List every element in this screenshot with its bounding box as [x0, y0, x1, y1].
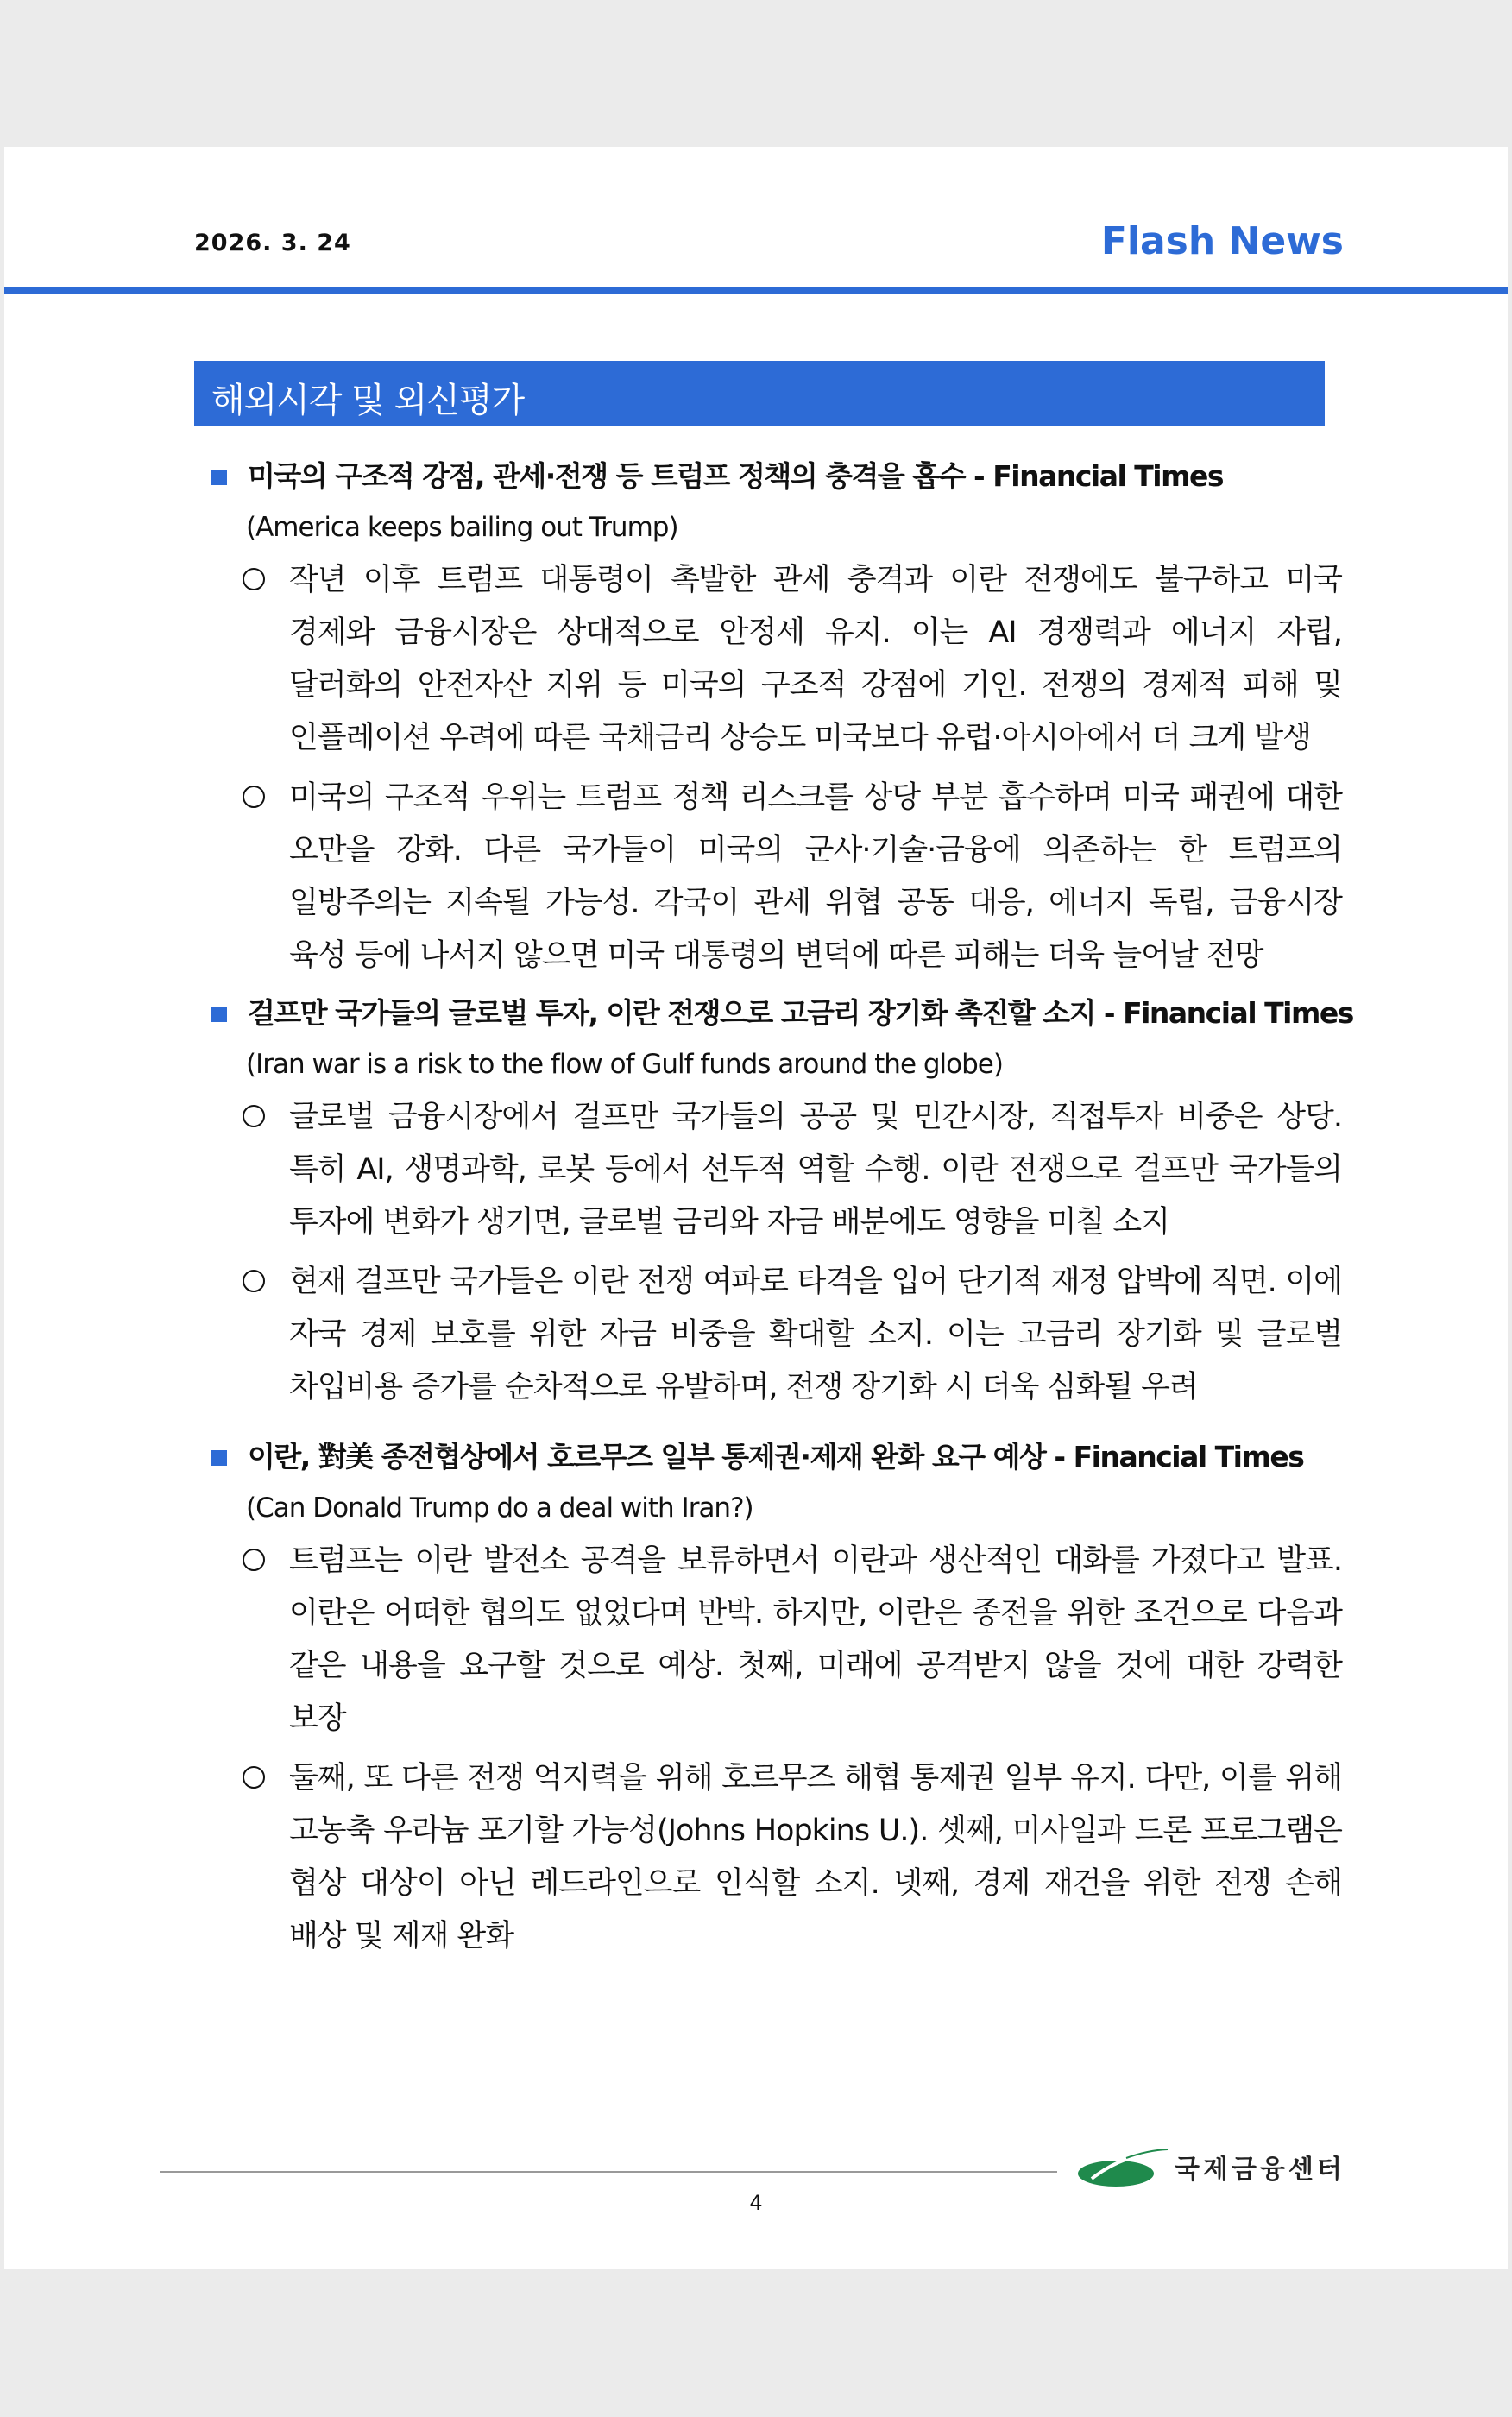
circle-bullet-icon — [243, 1549, 265, 1571]
paragraph-text: 현재 걸프만 국가들은 이란 전쟁 여파로 타격을 입어 단기적 재정 압박에 직면. 이에 자국 경제 보호를 위한 자금 비중을 확대할 소지. 이는 고금리 장기화 및 글로벌 차입비용 증가를 순차적으로 유발하며, 전쟁 장기화 시 더욱 심화될 우려 — [289, 1265, 1342, 1404]
news-heading — [203, 1433, 1342, 1481]
circle-bullet-icon — [243, 786, 265, 808]
paragraph-text: 둘째, 또 다른 전쟁 억지력을 위해 호르무즈 해협 통제권 일부 유지. 다만, 이를 위해 고농축 우라늄 포기할 가능성(Johns Hopkins U.). 셋째, 미사일과 드론 프로그램은 협상 대상이 아닌 레드라인으로 인식할 소지. 넷째, 경제 재건을 위한 전쟁 손해 배상 및 제재 완화 — [289, 1761, 1342, 1953]
footer-divider — [160, 2171, 1057, 2173]
header-divider — [4, 287, 1508, 294]
news-paragraph — [203, 1091, 1342, 1249]
section-header-bar — [194, 361, 1325, 426]
news-heading — [203, 452, 1342, 501]
news-item — [203, 1433, 1342, 1963]
news-content — [203, 452, 1353, 1970]
org-logo-icon — [1074, 2148, 1169, 2191]
circle-bullet-icon — [243, 1270, 265, 1292]
news-heading-text: 미국의 구조적 강점, 관세·전쟁 등 트럼프 정책의 충격을 흡수 - Financial Times — [248, 459, 1224, 493]
news-heading-text: 걸프만 국가들의 글로벌 투자, 이란 전쟁으로 고금리 장기화 촉진할 소지 - Financial Times — [248, 996, 1353, 1030]
news-paragraph — [203, 1256, 1342, 1414]
news-paragraph — [203, 772, 1342, 982]
square-bullet-icon — [211, 1450, 227, 1466]
news-paragraph — [203, 1752, 1342, 1963]
news-source-title: (America keeps bailing out Trump) — [246, 512, 678, 543]
report-date: 2026. 3. 24 — [194, 230, 351, 256]
news-heading — [203, 989, 1353, 1038]
square-bullet-icon — [211, 470, 227, 485]
paragraph-text: 작년 이후 트럼프 대통령이 촉발한 관세 충격과 이란 전쟁에도 불구하고 미국 경제와 금융시장은 상대적으로 안정세 유지. 이는 AI 경쟁력과 에너지 자립, 달러화의 안전자산 지위 등 미국의 구조적 강점에 기인. 전쟁의 경제적 피해 및 인플레이션 우려에 따른 국채금리 상승도 미국보다 유럽·아시아에서 더 크게 발생 — [289, 563, 1342, 755]
flash-news-title: Flash News — [1100, 219, 1344, 263]
news-source-title: (Iran war is a risk to the flow of Gulf funds around the globe) — [246, 1049, 1003, 1080]
document-page — [4, 147, 1508, 2269]
news-paragraph — [203, 554, 1342, 765]
news-heading-text: 이란, 對美 종전협상에서 호르무즈 일부 통제권·제재 완화 요구 예상 - Financial Times — [248, 1440, 1304, 1474]
circle-bullet-icon — [243, 568, 265, 590]
paragraph-text: 글로벌 금융시장에서 걸프만 국가들의 공공 및 민간시장, 직접투자 비중은 상당. 특히 AI, 생명과학, 로봇 등에서 선두적 역할 수행. 이란 전쟁으로 걸프만 국가들의 투자에 변화가 생기면, 글로벌 금리와 자금 배분에도 영향을 미칠 소지 — [289, 1100, 1342, 1240]
news-paragraph — [203, 1535, 1342, 1745]
section-title: 해외시각 및 외신평가 — [211, 381, 525, 420]
news-source-title: (Can Donald Trump do a deal with Iran?) — [246, 1492, 753, 1524]
circle-bullet-icon — [243, 1766, 265, 1789]
paragraph-text: 트럼프는 이란 발전소 공격을 보류하면서 이란과 생산적인 대화를 가졌다고 발표. 이란은 어떠한 협의도 없었다며 반박. 하지만, 이란은 종전을 위한 조건으로 다음과 같은 내용을 요구할 것으로 예상. 첫째, 미래에 공격받지 않을 것에 대한 강력한 보장 — [289, 1543, 1342, 1736]
square-bullet-icon — [211, 1007, 227, 1022]
news-item — [203, 989, 1353, 1414]
news-item — [203, 452, 1342, 982]
paragraph-text: 미국의 구조적 우위는 트럼프 정책 리스크를 상당 부분 흡수하며 미국 패권에 대한 오만을 강화. 다른 국가들이 미국의 군사·기술·금융에 의존하는 한 트럼프의 일방주의는 지속될 가능성. 각국이 관세 위협 공동 대응, 에너지 독립, 금융시장 육성 등에 나서지 않으면 미국 대통령의 변덕에 따른 피해는 더욱 늘어날 전망 — [289, 780, 1342, 973]
page-number: 4 — [749, 2191, 763, 2215]
circle-bullet-icon — [243, 1105, 265, 1127]
org-name: 국제금융센터 — [1175, 2155, 1345, 2185]
